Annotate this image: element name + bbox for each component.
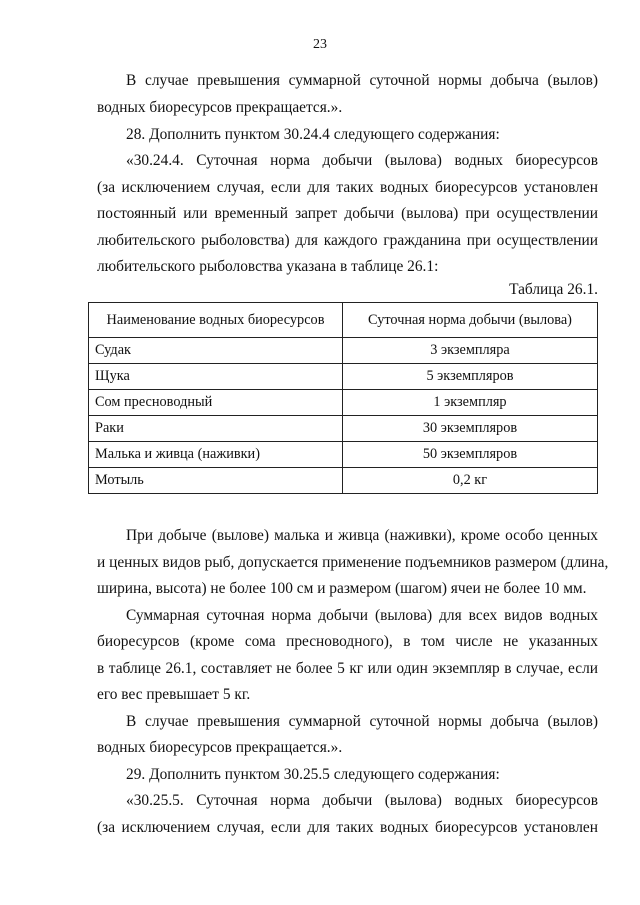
table-row (89, 416, 598, 442)
paragraph-line: в таблице 26.1, составляет не более 5 кг или один экземпляр в случае, если (97, 660, 598, 677)
table-header-cell: Суточная норма добычи (вылова) (343, 303, 598, 338)
table-cell-species: Щука (89, 364, 343, 390)
paragraph-line: «30.25.5. Суточная норма добычи (вылова) водных биоресурсов (126, 792, 598, 809)
table-caption: Таблица 26.1. (509, 281, 598, 298)
paragraph-line: постоянный или временный запрет добычи (вылова) при осуществлении (97, 205, 598, 222)
table-cell-norm: 3 экземпляра (343, 338, 598, 364)
table-cell-norm: 30 экземпляров (343, 416, 598, 442)
paragraph-line: и ценных видов рыб, допускается применение подъемников размером (длина, (97, 554, 609, 571)
paragraph-line: ширина, высота) не более 100 см и размером (шагом) ячеи не более 10 мм. (97, 580, 587, 597)
paragraph-line: В случае превышения суммарной суточной нормы добыча (вылов) (126, 713, 598, 730)
paragraph-line: биоресурсов (кроме сома пресноводного), в том числе не указанных (97, 633, 598, 650)
paragraph-line: водных биоресурсов прекращается.». (97, 739, 343, 756)
table-cell-norm: 1 экземпляр (343, 390, 598, 416)
paragraph-line: 29. Дополнить пунктом 30.25.5 следующего содержания: (126, 766, 500, 783)
table-row (89, 364, 598, 390)
paragraph-line: 28. Дополнить пунктом 30.24.4 следующего содержания: (126, 126, 500, 143)
norms-table (88, 302, 598, 494)
paragraph-line: (за исключением случая, если для таких водных биоресурсов установлен (97, 179, 598, 196)
paragraph-line: При добыче (вылове) малька и живца (наживки), кроме особо ценных (126, 527, 598, 544)
table-cell-species: Мотыль (89, 468, 343, 494)
paragraph-line: водных биоресурсов прекращается.». (97, 99, 343, 116)
page-number: 23 (313, 37, 327, 52)
table-header-row (89, 303, 598, 338)
paragraph-line: любительского рыболовства) для каждого гражданина при осуществлении (97, 232, 598, 249)
paragraph-line: (за исключением случая, если для таких водных биоресурсов установлен (97, 819, 598, 836)
table-cell-species: Раки (89, 416, 343, 442)
table-cell-species: Сом пресноводный (89, 390, 343, 416)
paragraph-line: любительского рыболовства указана в таблице 26.1: (97, 258, 439, 275)
table-cell-species: Малька и живца (наживки) (89, 442, 343, 468)
table-cell-norm: 5 экземпляров (343, 364, 598, 390)
paragraph-line: его вес превышает 5 кг. (97, 686, 251, 703)
paragraph-line: Суммарная суточная норма добычи (вылова) для всех видов водных (126, 607, 598, 624)
table-cell-species: Судак (89, 338, 343, 364)
table-row (89, 338, 598, 364)
paragraph-line: «30.24.4. Суточная норма добычи (вылова) водных биоресурсов (126, 152, 598, 169)
table-cell-norm: 50 экземпляров (343, 442, 598, 468)
table-row (89, 390, 598, 416)
table-cell-norm: 0,2 кг (343, 468, 598, 494)
table-row (89, 442, 598, 468)
paragraph-line: В случае превышения суммарной суточной нормы добыча (вылов) (126, 72, 598, 89)
table-row (89, 468, 598, 494)
table-header-cell: Наименование водных биоресурсов (89, 303, 343, 338)
